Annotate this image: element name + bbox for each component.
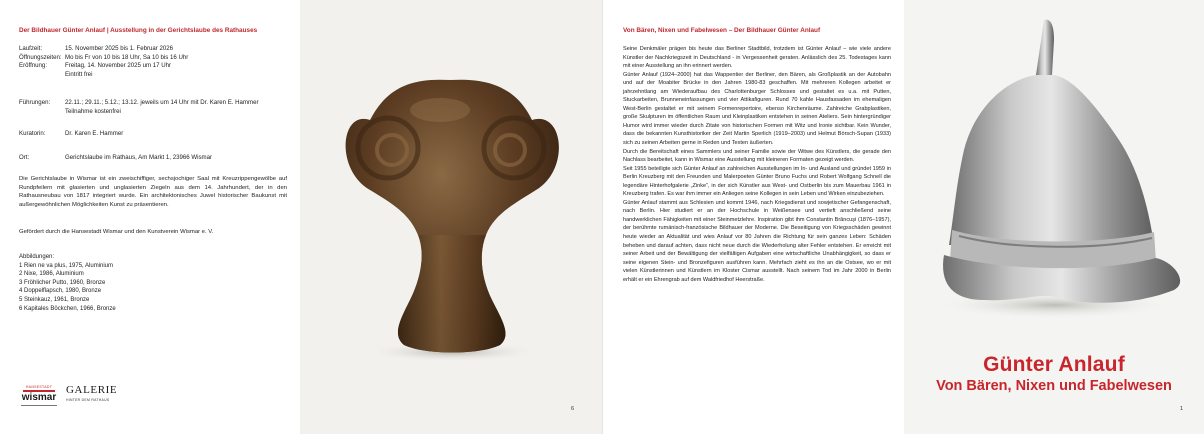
- info-label: Öffnungszeiten:: [19, 53, 62, 61]
- logo-hansestadt-text: HANSESTADT: [25, 385, 53, 389]
- hansestadt-wismar-logo: [19, 385, 59, 406]
- info-value: 22.11.; 29.11.; 5.12.; 13.12. jeweils um 14 Uhr mit Dr. Karen E. Hammer: [65, 99, 259, 106]
- illustrations-title: Abbildungen:: [19, 254, 55, 260]
- logo-wismar-text: wismar: [21, 392, 57, 403]
- helmet-spike: [1036, 20, 1054, 75]
- bronze-sculpture-photo: [300, 0, 602, 434]
- logo-underline: [21, 405, 57, 406]
- info-value: Freitag, 14. November 2025 um 17 Uhr: [65, 62, 172, 69]
- helmet-dome: [949, 75, 1154, 245]
- page-number: 1: [1180, 406, 1184, 412]
- essay-paragraph: Günter Anlauf (1924–2000) hat das Wappentier der Berliner, den Bären, als Großplastik an der Autobahn und auf der Moabiter Brücke in den Jahren 1980-83 geschaffen. Mit mehreren Kollegen arbeitet er jahrzehntlang am Wiederaufbau des Charlottenburger Schlosses und gestaltet es u.a. mit Putten, Stuckarbeiten, Brunneneinfassungen und vier Attikafiguren. Rund 70 kahle Hausfassaden im ehemaligen West-Berlin gestaltet er mit seinem Formenrepertoire, ebenso Kirchenräume. Zahlreiche Grabplastiken, große Skulpturen im öffentlichen Raum und Kleinplastiken entstehen in seinen Ateliers. Sein hintergründiger Humor wird immer wieder durch Zitate von historischen Formen mit Witz und Ironie sichtbar. Kein Wunder, dass die bekannten Kunsthistoriker der Zeit Martin Sperlich (1919–2003) und Helmut Börsch-Supan (1933) sich zu seinen Arbeiten gerne in Reden und Texten äußerten.: [623, 71, 891, 147]
- info-label: Ort:: [19, 154, 30, 161]
- info-value: Mo bis Fr von 10 bis 18 Uhr, Sa 10 bis 16 Uhr: [65, 53, 189, 61]
- exhibition-heading: Der Bildhauer Günter Anlauf | Ausstellung in der Gerichtslaube des Rathauses: [19, 27, 258, 34]
- info-label: Laufzeit:: [19, 45, 43, 52]
- info-value: Gerichtslaube im Rathaus, Am Markt 1, 23966 Wismar: [65, 154, 212, 161]
- illustration-item: 3 Fröhlicher Putto, 1960, Bronze: [19, 279, 106, 286]
- essay-heading: Von Bären, Nixen und Fabelwesen – Der Bildhauer Günter Anlauf: [623, 27, 821, 34]
- info-row-eroeffnung: [19, 62, 171, 79]
- essay-paragraph: Durch die Bereitschaft eines Sammlers und seiner Familie sowie der Witwe des Künstlers, die gerade den Nachlass bearbeitet, kann in Wismar eine Ausstellung mit kleineren Formaten gezeigt werden.: [623, 148, 891, 164]
- illustration-item: 1 Rien ne va plus, 1975, Aluminium: [19, 262, 114, 269]
- logo-galerie-text: GALERIE: [66, 384, 118, 396]
- info-label: Eröffnung:: [19, 62, 48, 69]
- cover-title: Günter Anlauf: [983, 353, 1125, 376]
- text-page: [602, 0, 905, 434]
- info-row-ort: [19, 154, 212, 163]
- info-value: 15. November 2025 bis 1. Februar 2026: [65, 45, 174, 52]
- info-row-kuratorin: [19, 130, 123, 139]
- sculpture-highlight: [410, 98, 470, 122]
- illustration-item: 4 Doppelflapsch, 1980, Bronze: [19, 288, 102, 295]
- illustration-item: 5 Steinkauz, 1961, Bronze: [19, 296, 90, 303]
- illustration-item: 2 Nixe, 1986, Aluminium: [19, 271, 84, 278]
- info-row-fuehrungen: [19, 99, 259, 116]
- galerie-logo: [66, 385, 126, 402]
- cover-page: [904, 0, 1204, 434]
- essay-paragraph: Günter Anlauf stammt aus Schlesien und kommt 1946, nach Kriegsdienst und sowjetischer Gefangenschaft, nach Berlin. Hier studiert er an der Hochschule in Weißensee und vertieft anschließend seine handwerklichen Fähigkeiten mit einer Steinmetzlehre. Inspiration gibt ihm Constantin Brâncuși (1876–1957), der berühmte rumänisch-französische Bildhauer der Moderne. Die Beseitigung von Kriegsschäden gewinnt heute wieder an Aktualität und wies Anlauf vor 80 Jahren die Richtung für sein ganzes Leben: Schäden beheben und darauf achten, dass nicht neue durch die Wiederholung alter Fehler entstehen. Er erreicht mit seiner Arbeit und der Bewältigung der vielfältigen Aufgaben eine wirtschaftliche Unabhängigkeit, so dass er seine eigenen Stein- und Bronzefiguren ausführen kann. Mehrfach zieht es ihn an die Ostsee, wo er mit vielen Künstlerinnen und Künstlern im Kloster Cismar ausstellt. Nach seinem Tod im Jahr 2000 in Berlin erhält er ein Ehrengrab auf dem Waldfriedhof Heerstraße.: [623, 199, 891, 283]
- sculpture-stem: [398, 235, 506, 353]
- info-label: Kuratorin:: [19, 130, 46, 137]
- info-value-note: Teilnahme kostenfrei: [65, 107, 121, 115]
- photo-page-bronze: [300, 0, 602, 434]
- cover-subtitle: Von Bären, Nixen und Fabelwesen: [936, 378, 1172, 394]
- logo-galerie-sub: HINTER DEM RATHAUS: [66, 398, 110, 402]
- gerichtslaube-description: Die Gerichtslaube in Wismar ist ein zweischiffiger, sechsjochiger Saal mit Kreuzrippengewölbe auf Rundpfeilern mit glasierten und unglasierten Ziegeln aus dem 14. Jahrhundert, der in den Rathausneubau von 1817 integriert wurde. Ein architektonisches Juwel historischer Baukunst mit außergewöhnlichen Möglichkeiten Kunst zu präsentieren.: [19, 176, 287, 208]
- illustration-item: 6 Kapitales Böckchen, 1966, Bronze: [19, 305, 116, 312]
- illustrations-list: [19, 253, 116, 313]
- info-row-laufzeit: [19, 45, 173, 54]
- essay-paragraph: Seine Denkmäler prägen bis heute das Berliner Stadtbild, trotzdem ist Günter Anlauf – wie viele andere Künstler der Nachkriegszeit in Deutschland - in Vergessenheit geraten. Anlässlich des 25. Todestages kann mit einer Ausstellung an ihn erinnert werden.: [623, 46, 891, 70]
- info-row-oeffnungszeiten: [19, 54, 188, 63]
- info-value-note: Eintritt frei: [65, 70, 93, 78]
- info-label: Führungen:: [19, 99, 51, 106]
- info-page: [0, 0, 300, 434]
- info-value: Dr. Karen E. Hammer: [65, 130, 124, 137]
- essay-paragraph: Seit 1955 beteiligte sich Günter Anlauf an zahlreichen Ausstellungen im In- und Ausland und gründet 1959 in Berlin Kreuzberg mit den Freunden und Malerpoeten Günter Bruno Fuchs und Robert Wolfgang Schnell die legendäre Hinterhofgalerie „Zinke“, in der sich Künstler aus West- und Ostberlin bis zum Mauerbau 1961 in Kreuzberg trafen. Es war ihm immer ein Anliegen seine Kollegen in sein Leben und Wirken einzubeziehen.: [623, 165, 891, 198]
- essay-body: [623, 45, 891, 284]
- funding-note: Gefördert durch die Hansestadt Wismar und den Kunstverein Wismar e. V.: [19, 229, 214, 235]
- page-number: 6: [571, 406, 575, 412]
